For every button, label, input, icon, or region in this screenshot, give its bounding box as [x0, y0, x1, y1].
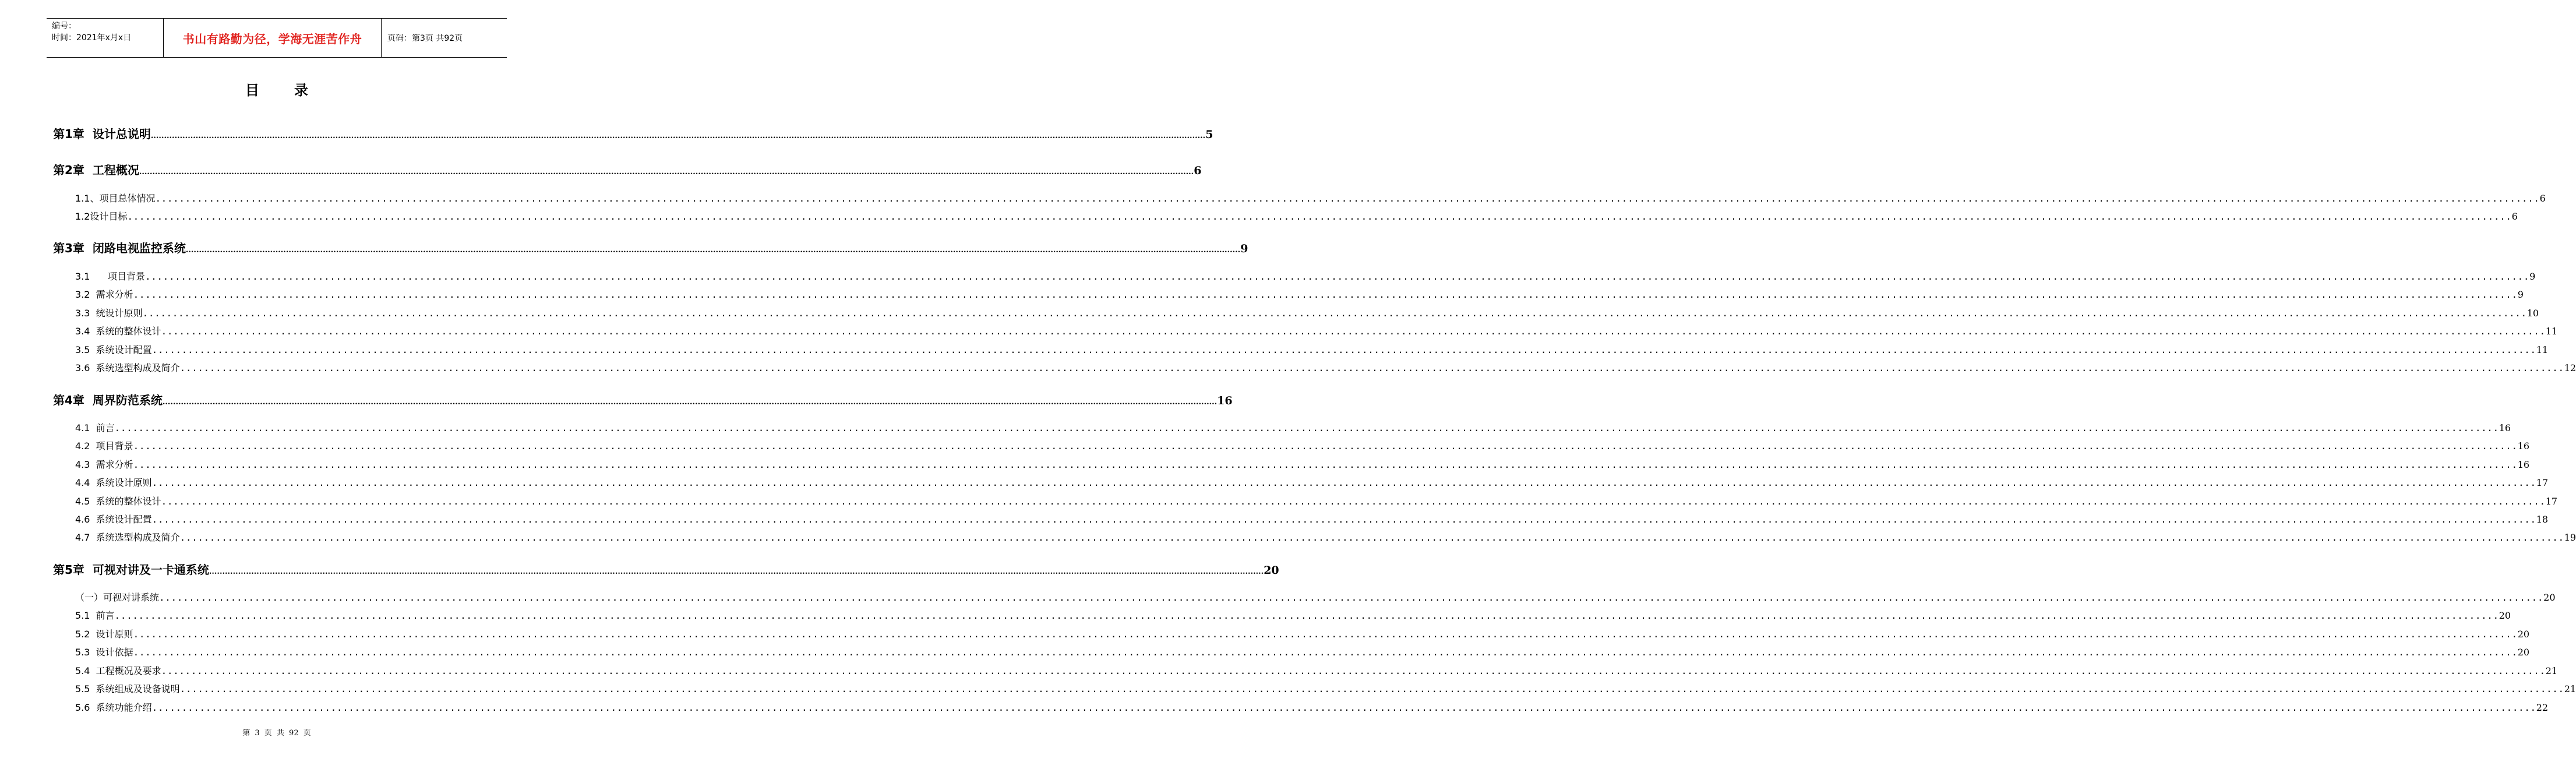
toc-entry-page: 20	[2517, 647, 2530, 658]
toc-entry-page: 6	[2539, 193, 2546, 204]
toc-entry-label: 第1章 设计总说明	[53, 127, 151, 141]
toc-section-entry[interactable]	[75, 209, 2518, 223]
toc-section-entry[interactable]	[75, 457, 2530, 471]
toc-section-entry[interactable]	[75, 590, 2556, 604]
toc-leader-dots: ................................................................................................................................................................................................................................................................................................................................................................................................................	[179, 532, 2564, 543]
number-label: 编号：	[52, 22, 76, 31]
toc-leader-dots: ................................................................................................................................................................................................................................................................................................................................................................................................................	[209, 567, 1264, 576]
toc-entry-label: 1.1、项目总体情况	[75, 193, 156, 204]
toc-entry-label: 5.1 前言	[75, 610, 115, 621]
page-footer: 第 3 页 共 92 页	[242, 729, 311, 738]
toc-entry-label: 3.3 统设计原则	[75, 308, 143, 319]
toc-entry-label: 3.2 需求分析	[75, 289, 133, 300]
toc-leader-dots: ................................................................................................................................................................................................................................................................................................................................................................................................................	[161, 496, 2546, 507]
toc-entry-page: 20	[2517, 629, 2530, 640]
toc-entry-label: 4.6 系统设计配置	[75, 514, 152, 525]
toc-entry-label: （一）可视对讲系统	[75, 592, 160, 603]
toc-section-entry[interactable]	[75, 287, 2524, 301]
toc-title: 目录	[245, 82, 343, 98]
toc-section-entry[interactable]	[75, 269, 2536, 283]
toc-entry-page: 22	[2536, 702, 2549, 713]
toc-leader-dots: ................................................................................................................................................................................................................................................................................................................................................................................................................	[133, 629, 2518, 640]
toc-entry-page: 6	[2511, 211, 2518, 222]
toc-leader-dots: ................................................................................................................................................................................................................................................................................................................................................................................................................	[114, 422, 2499, 433]
toc-section-entry[interactable]	[75, 682, 2576, 695]
toc-entry-page: 17	[2545, 496, 2558, 507]
toc-leader-dots: ................................................................................................................................................................................................................................................................................................................................................................................................................	[144, 271, 2530, 282]
toc-leader-dots: ................................................................................................................................................................................................................................................................................................................................................................................................................	[185, 246, 1241, 255]
toc-leader-dots: ................................................................................................................................................................................................................................................................................................................................................................................................................	[151, 477, 2536, 488]
toc-leader-dots: ................................................................................................................................................................................................................................................................................................................................................................................................................	[133, 440, 2518, 452]
toc-entry-page: 9	[2517, 289, 2524, 300]
toc-leader-dots: ................................................................................................................................................................................................................................................................................................................................................................................................................	[139, 168, 1194, 177]
toc-entry-page: 16	[2499, 422, 2511, 433]
toc-leader-dots: ................................................................................................................................................................................................................................................................................................................................................................................................................	[162, 398, 1218, 407]
toc-chapter-entry[interactable]	[53, 391, 1233, 408]
toc-entry-label: 3.4 系统的整体设计	[75, 326, 161, 337]
toc-chapter-entry[interactable]	[53, 125, 1213, 142]
header-page-info: 页码：第3页 共92页	[387, 34, 463, 43]
toc-section-entry[interactable]	[75, 421, 2511, 434]
toc-entry-label: 第3章 闭路电视监控系统	[53, 241, 186, 255]
toc-section-entry[interactable]	[75, 608, 2511, 622]
toc-leader-dots: ................................................................................................................................................................................................................................................................................................................................................................................................................	[133, 459, 2518, 470]
toc-entry-page: 21	[2545, 665, 2558, 676]
toc-entry-page: 11	[2545, 326, 2558, 337]
toc-section-entry[interactable]	[75, 191, 2546, 204]
toc-leader-dots: ................................................................................................................................................................................................................................................................................................................................................................................................................	[133, 647, 2518, 658]
toc-entry-label: 5.3 设计依据	[75, 647, 133, 658]
toc-leader-dots: ................................................................................................................................................................................................................................................................................................................................................................................................................	[179, 362, 2564, 373]
toc-entry-page: 20	[2543, 592, 2556, 603]
toc-leader-dots: ................................................................................................................................................................................................................................................................................................................................................................................................................	[159, 592, 2544, 603]
toc-entry-page: 6	[1194, 164, 1202, 177]
toc-entry-page: 16	[1217, 394, 1233, 407]
toc-entry-label: 4.7 系统选型构成及简介	[75, 532, 180, 543]
toc-entry-page: 21	[2564, 683, 2576, 694]
toc-leader-dots: ................................................................................................................................................................................................................................................................................................................................................................................................................	[161, 326, 2546, 337]
toc-entry-page: 16	[2517, 440, 2530, 452]
toc-section-entry[interactable]	[75, 530, 2576, 544]
toc-entry-label: 第2章 工程概况	[53, 163, 139, 177]
toc-leader-dots: ................................................................................................................................................................................................................................................................................................................................................................................................................	[151, 344, 2536, 355]
toc-entry-page: 19	[2564, 532, 2576, 543]
toc-section-entry[interactable]	[75, 475, 2549, 489]
time-label: 时间：2021年x月x日	[52, 33, 132, 43]
toc-entry-label: 5.4 工程概况及要求	[75, 665, 161, 676]
toc-leader-dots: ................................................................................................................................................................................................................................................................................................................................................................................................................	[179, 683, 2564, 694]
toc-entry-label: 1.2设计目标	[75, 211, 128, 222]
toc-entry-label: 3.1 项目背景	[75, 271, 145, 282]
toc-entry-page: 9	[2529, 271, 2536, 282]
toc-entry-label: 5.5 系统组成及设备说明	[75, 683, 180, 694]
toc-entry-page: 9	[1240, 242, 1248, 255]
toc-section-entry[interactable]	[75, 494, 2558, 507]
header-motto: 书山有路勤为径，学海无涯苦作舟	[164, 19, 382, 57]
toc-leader-dots: ................................................................................................................................................................................................................................................................................................................................................................................................................	[151, 514, 2536, 525]
toc-entry-label: 4.3 需求分析	[75, 459, 133, 470]
toc-leader-dots: ................................................................................................................................................................................................................................................................................................................................................................................................................	[161, 665, 2546, 676]
document-header	[47, 18, 507, 58]
toc-entry-page: 12	[2564, 362, 2576, 373]
toc-entry-label: 5.6 系统功能介绍	[75, 702, 152, 713]
toc-section-entry[interactable]	[75, 627, 2530, 640]
toc-leader-dots: ................................................................................................................................................................................................................................................................................................................................................................................................................	[114, 610, 2499, 621]
toc-entry-label: 3.6 系统选型构成及简介	[75, 362, 180, 373]
toc-section-entry[interactable]	[75, 645, 2530, 658]
toc-chapter-entry[interactable]	[53, 560, 1279, 577]
toc-entry-page: 16	[2517, 459, 2530, 470]
toc-leader-dots: ................................................................................................................................................................................................................................................................................................................................................................................................................	[127, 211, 2512, 222]
toc-entry-label: 4.5 系统的整体设计	[75, 496, 161, 507]
toc-entry-label: 4.2 项目背景	[75, 440, 133, 452]
toc-entry-label: 第4章 周界防范系统	[53, 393, 163, 407]
toc-entry-page: 10	[2526, 308, 2539, 319]
toc-section-entry[interactable]	[75, 324, 2558, 337]
toc-entry-page: 5	[1205, 128, 1213, 141]
toc-section-entry[interactable]	[75, 343, 2549, 356]
toc-entry-page: 17	[2536, 477, 2549, 488]
toc-section-entry[interactable]	[75, 306, 2539, 319]
toc-leader-dots: ................................................................................................................................................................................................................................................................................................................................................................................................................	[155, 193, 2540, 204]
toc-entry-page: 20	[2499, 610, 2511, 621]
toc-leader-dots: ................................................................................................................................................................................................................................................................................................................................................................................................................	[150, 132, 1206, 140]
toc-leader-dots: ................................................................................................................................................................................................................................................................................................................................................................................................................	[133, 289, 2518, 300]
toc-section-entry[interactable]	[75, 439, 2530, 452]
header-meta	[47, 19, 164, 57]
toc-section-entry[interactable]	[75, 664, 2558, 677]
toc-entry-page: 18	[2536, 514, 2549, 525]
toc-chapter-entry[interactable]	[53, 239, 1248, 256]
toc-section-entry[interactable]	[75, 361, 2576, 374]
toc-entry-page: 20	[1264, 564, 1279, 577]
toc-section-entry[interactable]	[75, 512, 2549, 525]
toc-leader-dots: ................................................................................................................................................................................................................................................................................................................................................................................................................	[151, 702, 2536, 713]
toc-entry-label: 第5章 可视对讲及一卡通系统	[53, 563, 209, 577]
toc-chapter-entry[interactable]	[53, 161, 1202, 178]
toc-entry-label: 4.1 前言	[75, 422, 115, 433]
toc-entry-label: 5.2 设计原则	[75, 629, 133, 640]
toc-entry-page: 11	[2536, 344, 2549, 355]
toc-leader-dots: ................................................................................................................................................................................................................................................................................................................................................................................................................	[142, 308, 2527, 319]
toc-entry-label: 4.4 系统设计原则	[75, 477, 152, 488]
toc-section-entry[interactable]	[75, 700, 2549, 714]
toc-entry-label: 3.5 系统设计配置	[75, 344, 152, 355]
